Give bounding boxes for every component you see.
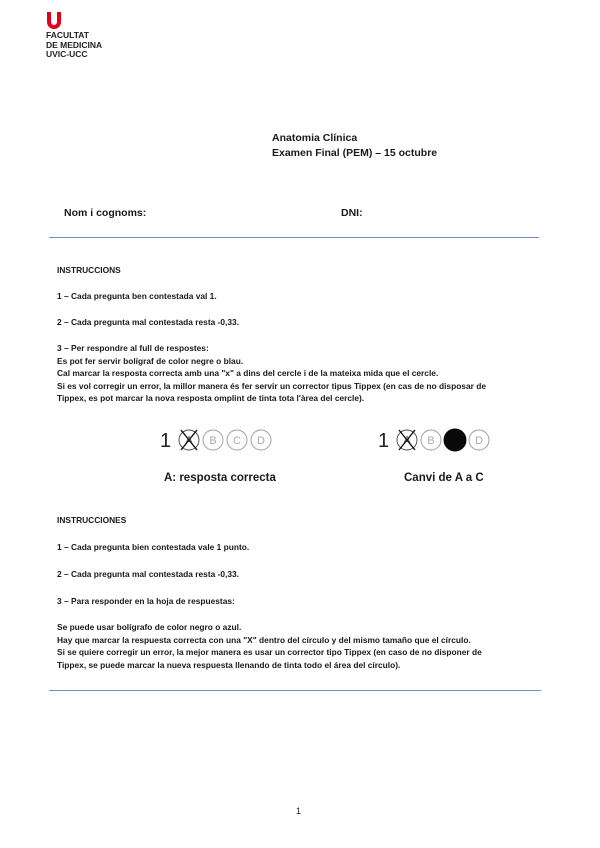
- spanish-rule-2: [57, 568, 239, 581]
- instruction-line: Es pot fer servir bolígraf de color negre o blau.: [57, 355, 244, 366]
- catalan-rule-2: [57, 316, 239, 329]
- logo-line: UVIC-UCC: [46, 49, 88, 59]
- logo-line: DE MEDICINA: [46, 39, 103, 50]
- rule-number: 2 –: [57, 317, 69, 327]
- instruction-line: Tippex, es pot marcar la nova resposta omplint de tinta tota l'àrea del cercle).: [57, 393, 365, 404]
- bubble-d-letter: D: [475, 435, 483, 447]
- rule-number: 3 –: [57, 596, 69, 606]
- answer-bubbles-correct: [160, 426, 300, 454]
- rule-value: -0,33.: [217, 569, 240, 579]
- catalan-rule-3: [57, 342, 486, 405]
- university-u-logo-icon: [46, 12, 62, 30]
- instruction-line: Tippex, se puede marcar la nueva respuesta llenando de tinta todo el área del círculo).: [57, 659, 401, 670]
- rule-text: Cada pregunta mal contestada resta: [68, 317, 218, 327]
- bubble-d-letter: D: [257, 435, 265, 447]
- rule-number: 2 –: [57, 569, 69, 579]
- instruction-line: Si se quiere corregir un error, la mejor manera es usar un corrector tipo Tippex (en caso de no disponer de: [57, 647, 482, 658]
- question-number: 1: [378, 430, 390, 452]
- rule-3-intro: [57, 342, 486, 355]
- rule-text: Para responder en la hoja de respuestas:: [68, 596, 235, 606]
- caption-correct: A: resposta correcta: [164, 472, 276, 484]
- caption-change: Canvi de A a C: [404, 472, 484, 484]
- rule-text: Per respondre al full de respostes:: [68, 343, 209, 353]
- bubble-a-letter: A: [184, 433, 194, 448]
- catalan-heading: INSTRUCCIONS: [57, 265, 121, 275]
- exam-header: [272, 131, 437, 161]
- dni-field-label: DNI:: [341, 207, 363, 219]
- bubble-b-letter: B: [209, 435, 217, 447]
- instruction-line: Cal marcar la resposta correcta amb una "x" a dins del cercle i de la mateixa mida que el cercle.: [57, 368, 439, 379]
- course-title: Anatomia Clínica: [272, 132, 358, 144]
- spanish-rule-3: [57, 595, 235, 608]
- rule-text: Cada pregunta mal contestada resta: [68, 569, 218, 579]
- instruction-line: Se puede usar bolígrafo de color negro o azul.: [57, 622, 242, 632]
- answer-bubbles-change: [378, 426, 518, 454]
- bubble-c-letter: C: [451, 435, 459, 447]
- bubble-b-letter: B: [427, 435, 435, 447]
- rule-value: 1.: [209, 291, 217, 301]
- rule-value: 1 punto.: [216, 542, 250, 552]
- instruction-line: Hay que marcar la respuesta correcta con una "X" dentro del círculo y del mismo tamaño que el círculo.: [57, 634, 471, 645]
- example-correct-answer: [160, 426, 300, 459]
- example-change-answer: [378, 426, 518, 459]
- bubble-a-letter: A: [402, 433, 412, 448]
- rule-text: Cada pregunta ben contestada val: [68, 291, 210, 301]
- spanish-heading: INSTRUCCIONES: [57, 515, 127, 525]
- spanish-rule-1: [57, 541, 249, 554]
- page-number: 1: [296, 806, 302, 816]
- bubble-c-letter: C: [233, 435, 241, 447]
- rule-number: 3 –: [57, 343, 69, 353]
- divider-rule: [49, 237, 539, 238]
- rule-number: 1 –: [57, 291, 69, 301]
- logo-line: FACULTAT: [46, 30, 89, 40]
- rule-text: Cada pregunta bien contestada vale: [68, 542, 217, 552]
- rule-value: -0,33.: [217, 317, 240, 327]
- faculty-logo-text: [46, 31, 102, 60]
- divider-rule: [49, 690, 541, 691]
- name-field-label: Nom i cognoms:: [64, 207, 147, 219]
- catalan-rule-1: [57, 290, 217, 303]
- spanish-rule-3-details: [57, 621, 482, 671]
- instruction-line: Si es vol corregir un error, la millor manera és fer servir un corrector tipus Tippex (en cas de no disposar de: [57, 380, 486, 391]
- rule-number: 1 –: [57, 542, 69, 552]
- question-number: 1: [160, 430, 172, 452]
- exam-subtitle: Examen Final (PEM) – 15 octubre: [272, 147, 438, 159]
